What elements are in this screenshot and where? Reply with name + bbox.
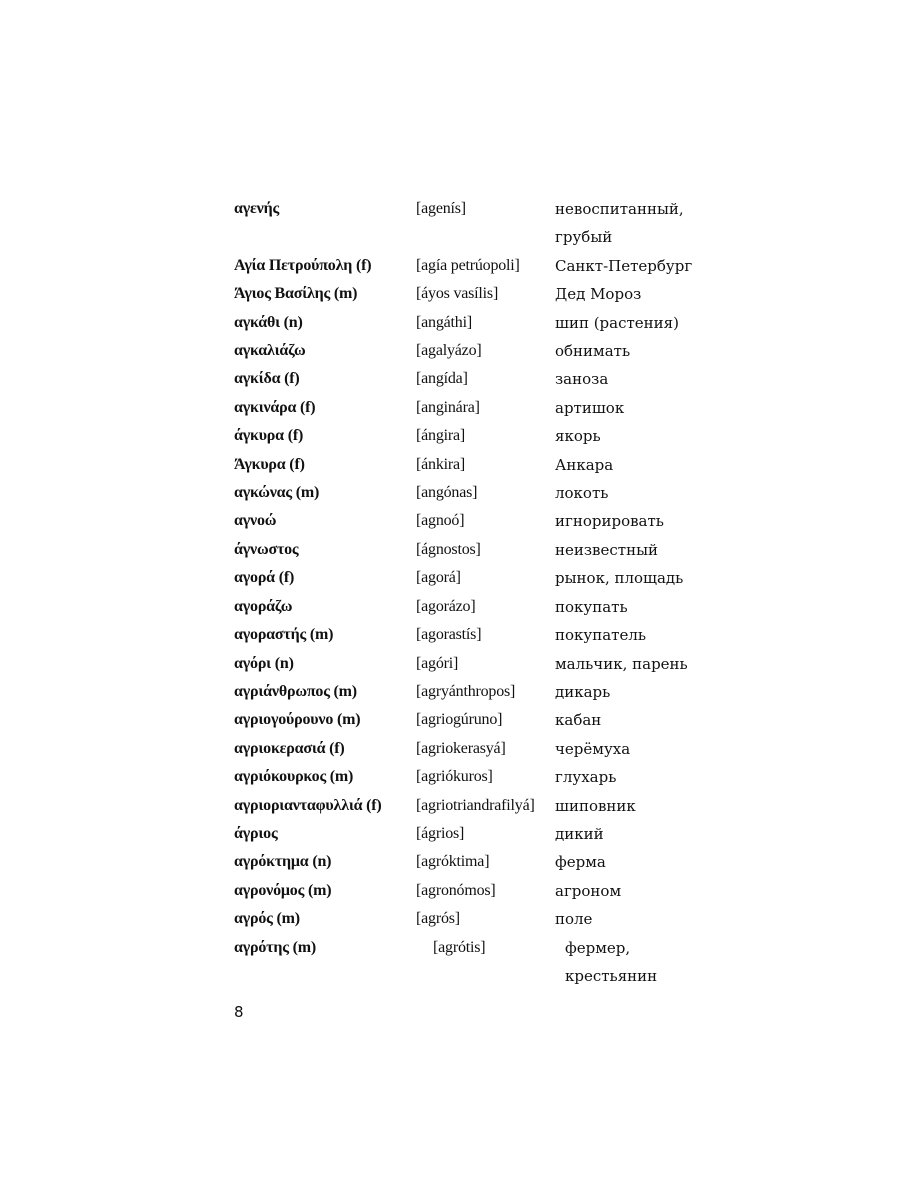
entry-term: αγριοκερασιά (f) [234, 739, 345, 757]
dictionary-entry [234, 394, 734, 422]
entry-term: αγκάθι (n) [234, 313, 303, 331]
dictionary-entry [234, 507, 734, 535]
entry-term: αγνοώ [234, 512, 277, 530]
translation-line: обнимать [555, 342, 631, 361]
translation-line: Анкара [555, 455, 614, 474]
entry-term: αγκίδα (f) [234, 370, 300, 388]
entry-term: αγρότης (m) [234, 938, 316, 956]
translation-line: локоть [555, 484, 609, 503]
entry-transliteration: [agriogúruno] [416, 711, 503, 729]
translation-line: глухарь [555, 768, 617, 787]
dictionary-entry [234, 451, 734, 479]
translation-line: артишок [555, 398, 625, 417]
entry-translation [555, 877, 725, 905]
entry-transliteration: [agrós] [416, 910, 460, 928]
dictionary-entry [234, 905, 734, 933]
entry-translation [555, 564, 725, 592]
entry-transliteration: [agryánthropos] [416, 682, 516, 700]
entry-term: Άγκυρα (f) [234, 455, 305, 473]
entry-term: αγκινάρα (f) [234, 398, 316, 416]
entry-transliteration: [ágnostos] [416, 540, 481, 558]
entry-translation [555, 252, 725, 280]
translation-line: шиповник [555, 796, 636, 815]
translation-line: мальчик, парень [555, 654, 688, 673]
entry-transliteration: [agriokerasyá] [416, 739, 506, 757]
entry-translation [555, 337, 725, 365]
translation-line: покупать [555, 597, 628, 616]
dictionary-entry [234, 309, 734, 337]
translation-line: якорь [555, 427, 601, 446]
page-number: 8 [234, 1003, 244, 1021]
entry-term: αγριοριανταφυλλιά (f) [234, 796, 382, 814]
entry-transliteration: [agróktima] [416, 853, 490, 871]
entry-term: αγοραστής (m) [234, 626, 334, 644]
entry-transliteration: [agía petrúopoli] [416, 256, 520, 274]
entry-transliteration: [agorastís] [416, 626, 482, 644]
dictionary-entry [234, 706, 734, 734]
translation-line: неизвестный [555, 540, 659, 559]
entry-translation [555, 735, 725, 763]
entry-translation [565, 934, 735, 991]
entry-transliteration: [agnoó] [416, 512, 465, 530]
dictionary-entry [234, 195, 734, 252]
dictionary-entry [234, 337, 734, 365]
entry-transliteration: [agenís] [416, 200, 466, 217]
entry-translation [555, 820, 725, 848]
entry-transliteration: [áyos vasílis] [416, 285, 499, 303]
translation-line: ферма [555, 853, 606, 872]
dictionary-entry [234, 365, 734, 393]
translation-line: кабан [555, 711, 602, 730]
entry-term: αγοράζω [234, 597, 293, 615]
entry-translation [555, 905, 725, 933]
translation-line: агроном [555, 881, 622, 900]
entry-term: αγριογούρουνο (m) [234, 711, 361, 729]
entry-transliteration: [ánkira] [416, 455, 466, 473]
dictionary-entry [234, 564, 734, 592]
translation-line: дикий [555, 824, 604, 843]
entry-term: αγενής [234, 200, 280, 217]
dictionary-entry [234, 820, 734, 848]
entry-transliteration: [agriókuros] [416, 768, 493, 786]
translation-line: Дед Мороз [555, 285, 642, 304]
translation-line: грубый [555, 228, 613, 247]
dictionary-entry [234, 934, 734, 991]
entry-term: αγρός (m) [234, 910, 300, 928]
entry-term: αγόρι (n) [234, 654, 294, 672]
entry-translation [555, 365, 725, 393]
entry-term: αγριάνθρωπος (m) [234, 682, 357, 700]
entry-transliteration: [ágrios] [416, 824, 465, 842]
entry-transliteration: [agorázo] [416, 597, 476, 615]
entry-term: αγκώνας (m) [234, 484, 320, 502]
entry-translation [555, 195, 725, 252]
entry-translation [555, 593, 725, 621]
entry-translation [555, 536, 725, 564]
dictionary-entry [234, 536, 734, 564]
entry-transliteration: [angída] [416, 370, 468, 388]
dictionary-entry [234, 678, 734, 706]
entry-translation [555, 792, 725, 820]
entry-translation [555, 280, 725, 308]
entry-term: αγκαλιάζω [234, 342, 306, 360]
entry-transliteration: [ángira] [416, 427, 466, 445]
entry-translation [555, 479, 725, 507]
dictionary-entry [234, 848, 734, 876]
entry-translation [555, 507, 725, 535]
dictionary-entry [234, 280, 734, 308]
entry-term: αγορά (f) [234, 569, 295, 587]
entry-term: άγριος [234, 824, 278, 842]
entry-term: άγνωστος [234, 540, 299, 558]
translation-line: поле [555, 910, 593, 929]
dictionary-entry [234, 422, 734, 450]
entry-translation [555, 848, 725, 876]
dictionary-entry [234, 479, 734, 507]
entry-translation [555, 394, 725, 422]
entry-translation [555, 706, 725, 734]
dictionary-entry [234, 877, 734, 905]
dictionary-entry [234, 621, 734, 649]
dictionary-entry [234, 650, 734, 678]
dictionary-entries [234, 195, 734, 990]
translation-line: фермер, [565, 938, 631, 957]
entry-term: Άγιος Βασίλης (m) [234, 285, 358, 303]
entry-translation [555, 763, 725, 791]
entry-term: αγρόκτημα (n) [234, 853, 332, 871]
translation-line: заноза [555, 370, 609, 389]
entry-term: άγκυρα (f) [234, 427, 304, 445]
entry-term: Αγία Πετρούπολη (f) [234, 256, 372, 274]
entry-transliteration: [angáthi] [416, 313, 472, 331]
entry-translation [555, 621, 725, 649]
entry-translation [555, 422, 725, 450]
dictionary-entry [234, 735, 734, 763]
entry-transliteration: [agriotriandrafilyá] [416, 796, 535, 814]
entry-transliteration: [agronómos] [416, 881, 496, 899]
translation-line: шип (растения) [555, 313, 679, 332]
dictionary-entry [234, 792, 734, 820]
entry-translation [555, 650, 725, 678]
entry-transliteration: [agóri] [416, 654, 459, 672]
translation-line: дикарь [555, 682, 611, 701]
entry-translation [555, 678, 725, 706]
entry-transliteration: [agalyázo] [416, 342, 482, 360]
dictionary-entry [234, 252, 734, 280]
entry-term: αγριόκουρκος (m) [234, 768, 354, 786]
translation-line: Санкт-Петербург [555, 256, 693, 275]
entry-term: αγρονόμος (m) [234, 881, 332, 899]
translation-line: черёмуха [555, 739, 631, 758]
entry-translation [555, 309, 725, 337]
dictionary-entry [234, 763, 734, 791]
translation-line: покупатель [555, 626, 647, 645]
translation-line: крестьянин [565, 966, 658, 985]
entry-transliteration: [anginára] [416, 398, 480, 416]
dictionary-entry [234, 593, 734, 621]
translation-line: невоспитанный, [555, 200, 684, 218]
translation-line: игнорировать [555, 512, 664, 531]
translation-line: рынок, площадь [555, 569, 684, 588]
entry-translation [555, 451, 725, 479]
entry-transliteration: [angónas] [416, 484, 478, 502]
entry-transliteration: [agorá] [416, 569, 461, 587]
entry-transliteration: [agrótis] [433, 938, 486, 956]
